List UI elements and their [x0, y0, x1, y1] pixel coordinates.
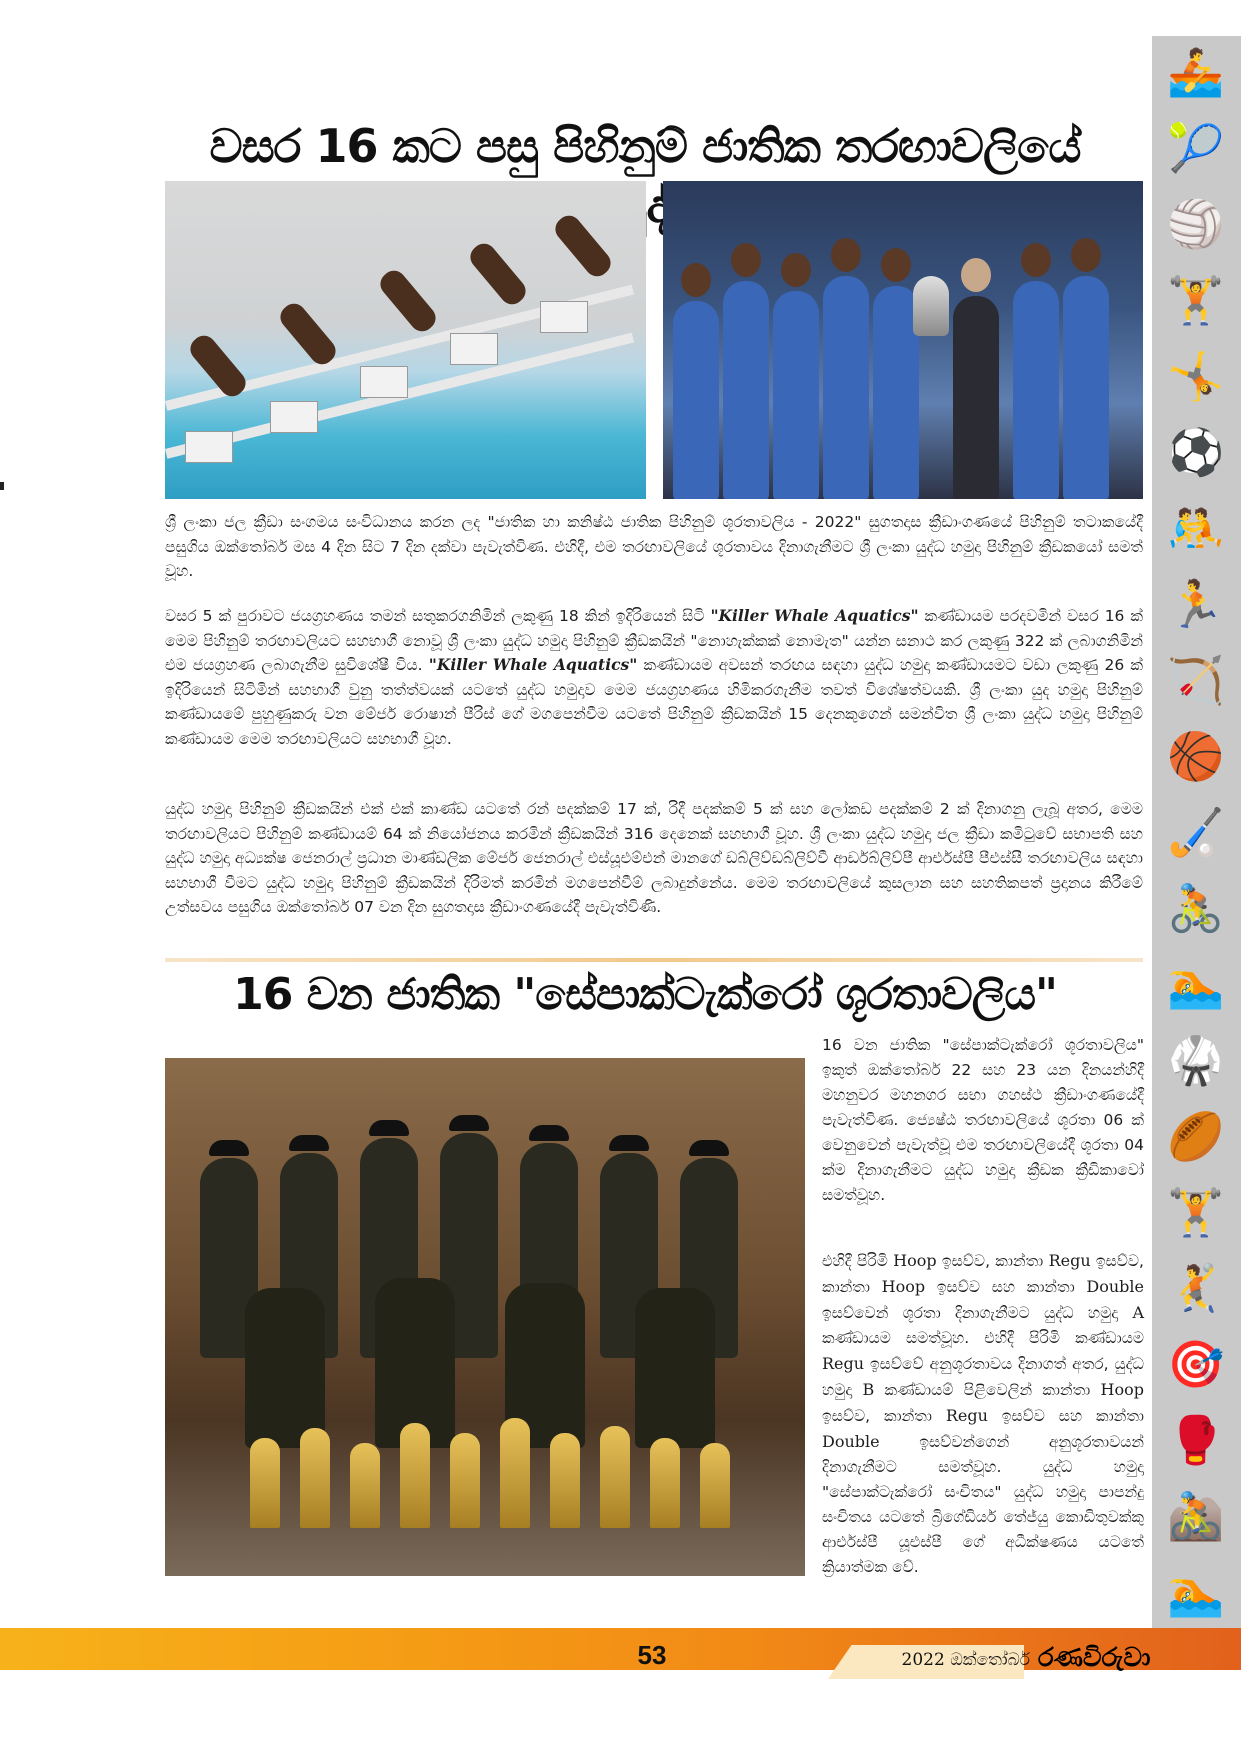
event-name-hoop: Hoop — [1100, 1380, 1144, 1399]
trophy — [350, 1443, 380, 1528]
swimmer — [376, 266, 441, 336]
paragraph-text: ඉසව්ව, කාන්තා — [822, 1407, 946, 1425]
trophy — [450, 1433, 480, 1528]
trophy — [700, 1443, 730, 1528]
trophy — [400, 1423, 430, 1528]
starting-block — [450, 333, 498, 365]
paragraph-text: කණ්ඩායම සමත්වූහ. එහිදී පිරිමි කණ්ඩායම — [822, 1329, 1144, 1347]
magazine-logo: රණවිරුවා — [1038, 1643, 1151, 1673]
team-name-killer-whale: "Killer Whale Aquatics" — [428, 655, 638, 674]
trophy — [600, 1426, 630, 1528]
swimming-icon: 🏊 — [1167, 1565, 1225, 1619]
paragraph-text: ඉසව්වේ අනුශූරතාවය දිනාගත් අතර, යුද්ධ හමුදා — [822, 1355, 1144, 1399]
weightlifting-icon: 🏋 — [1167, 1185, 1225, 1239]
team-member-head — [1071, 238, 1101, 272]
cycling-icon: 🚵 — [1167, 1489, 1225, 1543]
paragraph-text: එහිදී පිරිමි — [822, 1252, 894, 1270]
paragraph-text: ඉසව්වන්ගෙන් අනුශූරතාවයන් දිනාගැනීමට සමත්වූහ. යුද්ධ හමුදා "සේපාක්ටැක්රෝ සංචිතය" යුද්ධ හමුදා පාපන්දු සංචිතය යටතේ බ්‍රිගේඩියර් තේජ්යු කොඩිතුවක්කු ආර්එස්පී යූඑස්පී ගේ අධීක්ෂණය යටතේ ක්‍රියාත්මක වේ. — [822, 1433, 1144, 1576]
starting-block — [270, 401, 318, 433]
article-headline-sepaktakraw: 16 වන ජාතික "සේපාක්ටැක්රෝ ශූරතාවලිය" — [233, 969, 1057, 1020]
boxing-icon: 🥊 — [1167, 1413, 1225, 1467]
team-member — [1063, 276, 1109, 499]
article-headline-swimming: වසර 16 කට පසු පිහිනුම් ජාතික තරඟාවලියේ යුද්ධ — [209, 119, 1081, 233]
paragraph-text: කණ්ඩායම පරදවමින් වසර 16 ක් මෙම පිහිනුම් තරඟාවලියට සහභාගී නොවූ ශ්‍රී ලංකා යුද්ධ හමුදා පිහිනුම් ක්‍රීඩකයින් "නොහැක්කක් නොමැත" යන්න සනාථ කර ලකුණු 322 ක් ලබාගනිමින් එම ජයග්‍රහණ ලබාගැනීම සුවිශේෂී විය. — [165, 607, 1143, 674]
team-name-killer-whale: "Killer Whale Aquatics" — [710, 606, 919, 625]
beret — [529, 1125, 569, 1141]
team-member-head — [881, 248, 911, 282]
cycling-icon: 🚴 — [1167, 881, 1225, 935]
paragraph-text: ඉසව්වෙන් ශූරතා දිනාගැනීමට යුද්ධ හමුදා — [822, 1304, 1133, 1322]
beret — [369, 1120, 409, 1136]
event-name-regu: Regu — [822, 1354, 865, 1373]
beret — [289, 1135, 329, 1151]
paragraph-text: ඉසව්ව සහ කාන්තා — [925, 1278, 1087, 1296]
volleyball-icon: 🏐 — [1167, 197, 1225, 251]
judo-icon: 🥋 — [1167, 1033, 1225, 1087]
weightlifting-icon: 🏋 — [1167, 273, 1225, 327]
sports-icon-sidebar — [1152, 36, 1241, 1638]
team-member-head — [831, 238, 861, 272]
football-icon: ⚽ — [1167, 425, 1225, 479]
swimmer — [466, 239, 531, 309]
team-member — [673, 301, 719, 499]
starting-block — [360, 366, 408, 398]
archery-icon: 🏹 — [1167, 653, 1225, 707]
beret — [689, 1140, 729, 1156]
kabaddi-icon: 🤼 — [1167, 501, 1225, 555]
team-a: A — [1132, 1303, 1144, 1322]
archery-icon: 🎯 — [1167, 1337, 1225, 1391]
starting-block — [185, 431, 233, 463]
beret — [449, 1115, 489, 1131]
paragraph-text: ඉසව්ව සහ කාන්තා — [987, 1407, 1144, 1425]
event-name-regu: Regu — [1048, 1251, 1091, 1270]
soldier-seated — [635, 1288, 715, 1448]
rowing-icon: 🚣 — [1167, 45, 1225, 99]
swimmer — [551, 211, 616, 281]
article1-paragraph-2 — [165, 604, 1143, 751]
rugby-icon: 🏉 — [1167, 1109, 1225, 1163]
swimming-icon: 🏊 — [1167, 957, 1225, 1011]
tennis-icon: 🎾 — [1167, 121, 1225, 175]
team-member — [723, 281, 769, 499]
running-icon: 🏃 — [1167, 577, 1225, 631]
paragraph-text: ඉසව්ව, කාන්තා — [822, 1252, 1144, 1296]
trophy — [300, 1428, 330, 1528]
paragraph-text: වසර 5 ක් පුරාවට ජයග්‍රහණය තමන් සතුකරගනිමින් ලකුණු 18 කින් ඉදිරියෙන් සිටි — [165, 607, 711, 625]
issue-date: 2022 ඔක්තෝබර් — [901, 1650, 1030, 1670]
team-member-head — [781, 253, 811, 287]
team-member — [1013, 281, 1059, 499]
page-number: 53 — [637, 1640, 667, 1670]
team-member-head — [731, 243, 761, 277]
official-in-blazer — [953, 296, 999, 499]
article1-paragraph-1: ශ්‍රී ලංකා ජල ක්‍රීඩා සංගමය සංවිධානය කරන ලද "ජාතික හා කනිෂ්ඨ ජාතික පිහිනුම් ශූරතාවලිය - 2022" සුගතදාස ක්‍රීඩාංගණයේ පිහිනුම් තටාකයේදී පසුගිය ඔක්තෝබර් මස 4 දින සිට 7 දින දක්වා පැවැත්විණ. එහිදී, එම තරඟාවලියේ ශූරතාවය දිනාගැනීමට ශ්‍රී ලංකා යුද්ධ හමුදා පිහිනුම් ක්‍රීඩකයෝ සමත් වූහ. — [165, 513, 1143, 580]
article-divider — [165, 958, 1143, 962]
margin-crop-mark — [0, 482, 4, 490]
swimming-start-photo — [165, 181, 646, 499]
beret — [209, 1140, 249, 1156]
team-member — [773, 291, 819, 499]
event-name-double: Double — [822, 1432, 880, 1451]
trophy-cup — [913, 276, 949, 336]
beret — [609, 1135, 649, 1151]
soldier-seated — [245, 1288, 325, 1448]
official-head — [961, 258, 991, 292]
team-member — [823, 276, 869, 499]
army-sepaktakraw-team-photo — [165, 1058, 805, 1576]
swimmer — [276, 299, 341, 369]
gymnastics-icon: 🤸 — [1167, 349, 1225, 403]
basketball-icon: 🏀 — [1167, 729, 1225, 783]
athletics-icon: 🤾 — [1167, 1261, 1225, 1315]
article2-paragraph-2 — [822, 1248, 1144, 1580]
starting-block — [540, 301, 588, 333]
team-member-head — [681, 263, 711, 297]
article1-paragraph-3: යුද්ධ හමුදා පිහිනුම් ක්‍රීඩකයින් එක් එක් කාණ්ඩ යටතේ රන් පදක්කම් 17 ක්, රිදී පදක්කම් 5 ක් සහ ලෝකඩ පදක්කම් 2 ක් දිනාගනු ලැබූ අතර, මෙම තරඟාවලියට පිහිනුම් කණ්ඩායම් 64 ක් නියෝජනය කරමින් ක්‍රීඩකයින් 316 දෙනෙක් සහභාගී වූහ. ශ්‍රී ලංකා යුද්ධ හමුදා ජල ක්‍රීඩා කමිටුවේ සභාපති සහ යුද්ධ හමුදා අධ්‍යක්ෂ ජෙනරාල් ප්‍රධාන මාණ්ඩලික මේජර් ජෙනරාල් එස්යූඑම්එන් මානගේ ඩබ්ලිව්ඩබ්ලිව්වී ආර්ඩබ්ලිව්පී ආර්එස්පී පීඑස්සී තරඟාවලිය සඳහා සහභාගී වීමට යුද්ධ හමුදා පිහිනුම් ක්‍රීඩකයින් දිරිමත් කරමින් මගපෙන්වීම් ලබාදුන්නේය. මෙම තරඟාවලියේ කුසලාන සහ සහතිකපත් ප්‍රදානය කිරීමේ උත්සවය පසුගිය ඔක්තෝබර් 07 වන දින සුගතදාස ක්‍රීඩාංගණයේදී පැවැත්විණි. — [165, 800, 1143, 916]
paragraph-text: ඉසව්ව, කාන්තා — [936, 1252, 1049, 1270]
event-name-hoop: Hoop — [893, 1251, 937, 1270]
event-name-regu: Regu — [945, 1406, 988, 1425]
event-name-hoop: Hoop — [881, 1277, 926, 1296]
team-b: B — [862, 1380, 875, 1399]
article2-paragraph-1: 16 වන ජාතික "සේපාක්ටැක්රෝ ශූරතාවලිය" ඉකුත් ඔක්තෝබර් 22 සහ 23 යන දිනයන්හිදී මහනුවර මහනගර සභා ගහස්ථ ක්‍රීඩාංගණයේදී පැවැත්විණ. ජ්‍යෙෂ්ඨ තරඟාවලියේ ශූරතා 06 ක් වෙනුවෙන් පැවැත්වූ එම තරඟාවලියේදී ශූරතා 04 ක්ම දිනාගැනීමට යුද්ධ හමුදා ක්‍රීඩක ක්‍රීඩිකාවෝ සමත්වූහ. — [822, 1036, 1144, 1204]
trophy — [550, 1433, 580, 1528]
trophy — [500, 1418, 530, 1528]
paragraph-text: කණ්ඩායම් පිළිවෙලින් කාන්තා — [874, 1381, 1101, 1399]
trophy — [250, 1438, 280, 1528]
trophy — [650, 1438, 680, 1528]
hockey-icon: 🏑 — [1167, 805, 1225, 859]
swimming-team-trophy-photo — [663, 181, 1143, 499]
paragraph-text: කණ්ඩායම අවසන් තරඟය සඳහා යුද්ධ හමුදා කණ්ඩායමට වඩා ලකුණු 26 ක් ඉදිරියෙන් සිටිමින් සහභාගී වුනු තත්ත්වයක් යටතේ යුද්ධ හමුදාව මෙම ජයග්‍රහණය හිමිකරගැනීම තවත් විශේෂත්වයකි. ශ්‍රී ලංකා යුද හමුදා පිහිනුම් කණ්ඩායමේ පුහුණුකරු වන මේජර් රොෂාන් පීරිස් ගේ මගපෙන්වීම යටතේ පිහිනුම් ක්‍රීඩකයින් 15 දෙනකුගෙන් සමන්විත ශ්‍රී ලංකා යුද්ධ හමුදා පිහිනුම් කණ්ඩායම මෙම තරඟාවලියට සහභාගී වූහ. — [165, 656, 1143, 748]
team-member-head — [1021, 243, 1051, 277]
event-name-double: Double — [1086, 1277, 1144, 1296]
